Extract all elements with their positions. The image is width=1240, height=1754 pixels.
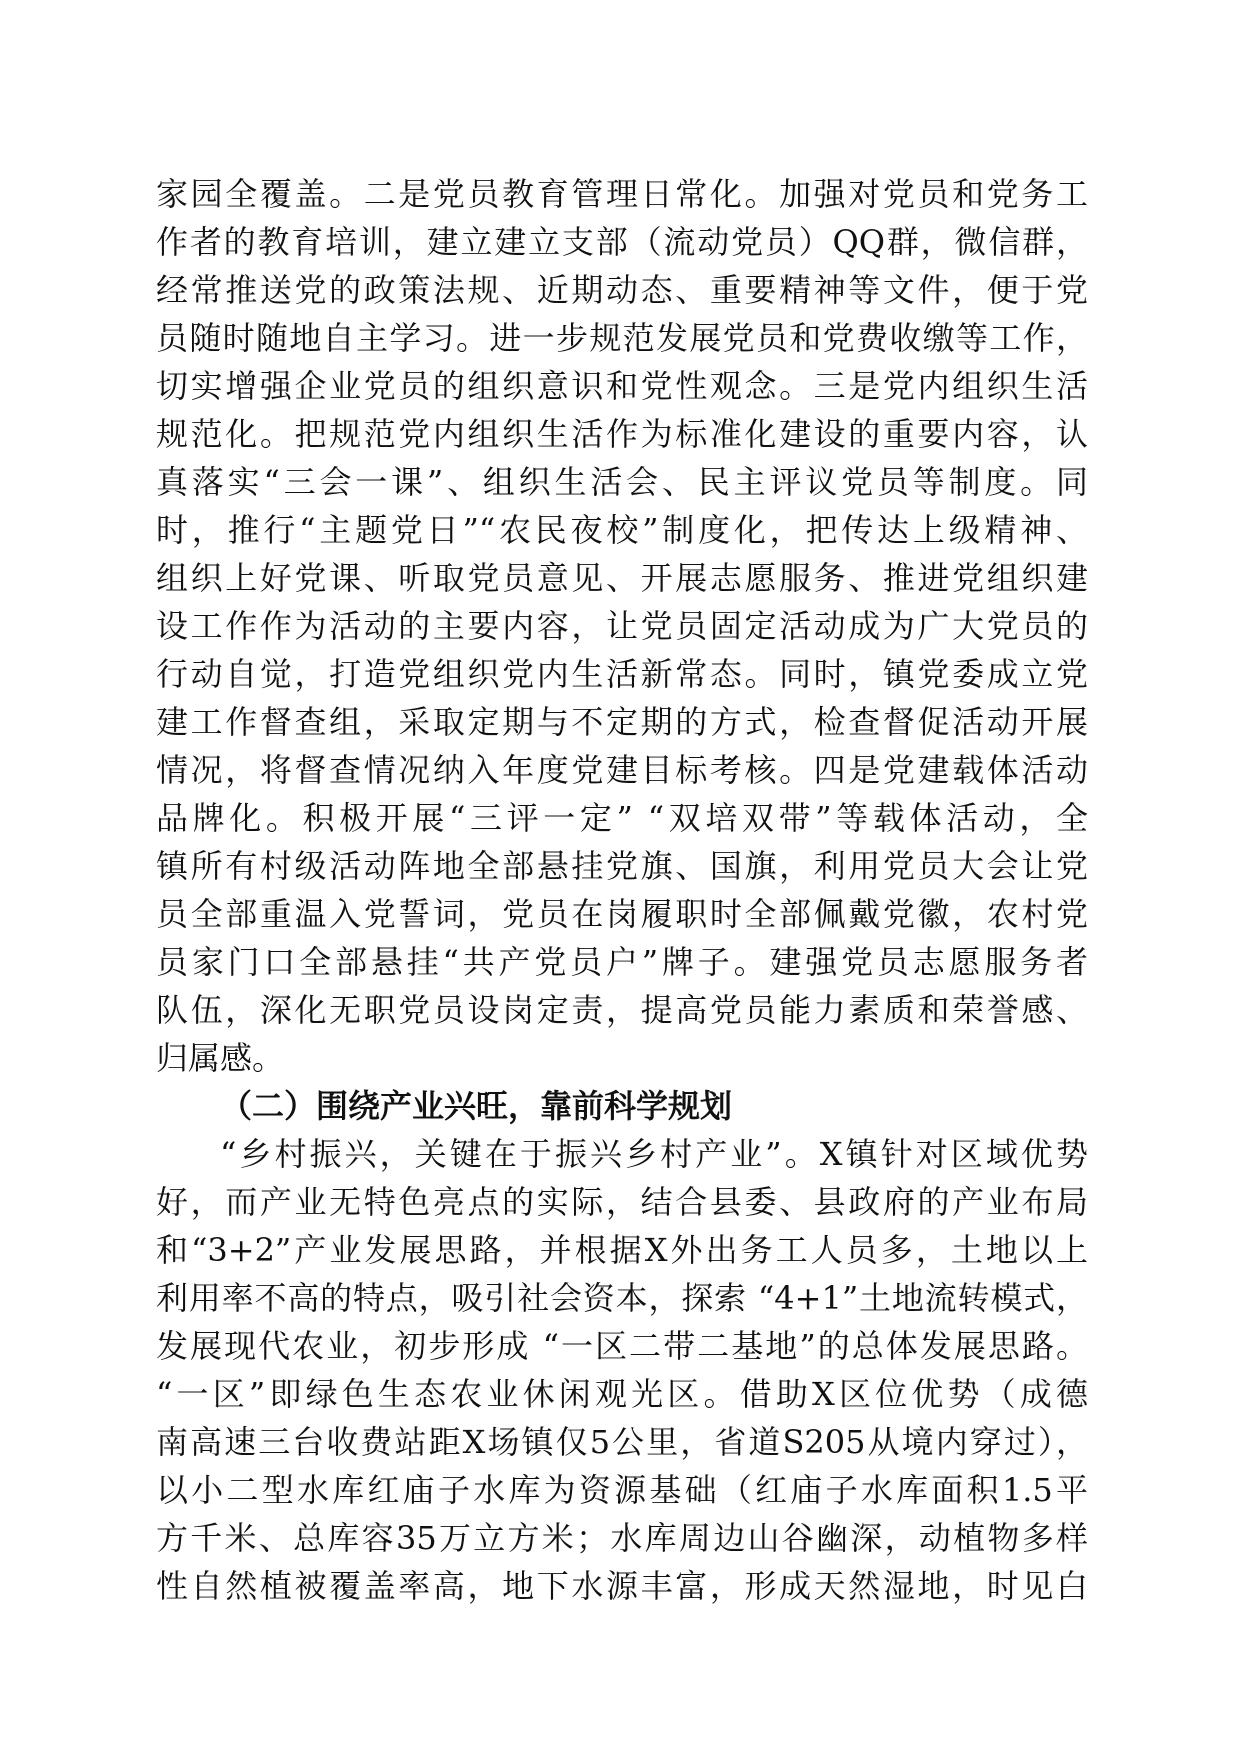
text-line: 规范化。把规范党内组织生活作为标准化建设的重要内容，认 — [156, 415, 1088, 453]
paragraph-first-line: “乡村振兴，关键在于振兴乡村产业”。X镇针对区域优势 — [220, 1135, 1088, 1173]
section-heading: （二）围绕产业兴旺，靠前科学规划 — [220, 1087, 733, 1125]
text-line: 利用率不高的特点，吸引社会资本，探索 “4+1”土地流转模式， — [156, 1279, 1088, 1317]
text-line: 经常推送党的政策法规、近期动态、重要精神等文件，便于党 — [156, 271, 1088, 309]
text-line: 镇所有村级活动阵地全部悬挂党旗、国旗，利用党员大会让党 — [156, 847, 1088, 885]
paragraph-end-line: 归属感。 — [156, 1039, 285, 1077]
text-line: 队伍，深化无职党员设岗定责，提高党员能力素质和荣誉感、 — [156, 991, 1088, 1029]
text-line: 员家门口全部悬挂“共产党员户”牌子。建强党员志愿服务者 — [156, 943, 1088, 981]
document-body — [156, 170, 1088, 1610]
text-line: 好，而产业无特色亮点的实际，结合县委、县政府的产业布局 — [156, 1183, 1088, 1221]
text-line: 品牌化。积极开展“三评一定” “双培双带”等载体活动，全 — [156, 799, 1088, 837]
text-line: 和“3+2”产业发展思路，并根据X外出务工人员多，土地以上 — [156, 1231, 1088, 1269]
text-line: 作者的教育培训，建立建立支部（流动党员）QQ群，微信群， — [156, 223, 1088, 261]
text-line: 时，推行“主题党日”“农民夜校”制度化，把传达上级精神、 — [156, 511, 1088, 549]
text-line: 员随时随地自主学习。进一步规范发展党员和党费收缴等工作， — [156, 319, 1088, 357]
text-line: 家园全覆盖。二是党员教育管理日常化。加强对党员和党务工 — [156, 175, 1088, 213]
text-line: 发展现代农业，初步形成 “一区二带二基地”的总体发展思路。 — [156, 1327, 1088, 1365]
text-line: 以小二型水库红庙子水库为资源基础（红庙子水库面积1.5平 — [156, 1471, 1088, 1509]
text-line: 南高速三台收费站距X场镇仅5公里，省道S205从境内穿过）， — [156, 1423, 1088, 1461]
text-line: 组织上好党课、听取党员意见、开展志愿服务、推进党组织建 — [156, 559, 1088, 597]
text-line: 情况，将督查情况纳入年度党建目标考核。四是党建载体活动 — [156, 751, 1088, 789]
text-line: “一区”即绿色生态农业休闲观光区。借助X区位优势（成德 — [156, 1375, 1088, 1413]
text-line: 真落实“三会一课”、组织生活会、民主评议党员等制度。同 — [156, 463, 1088, 501]
text-line: 设工作作为活动的主要内容，让党员固定活动成为广大党员的 — [156, 607, 1088, 645]
text-line: 切实增强企业党员的组织意识和党性观念。三是党内组织生活 — [156, 367, 1088, 405]
text-line: 行动自觉，打造党组织党内生活新常态。同时，镇党委成立党 — [156, 655, 1088, 693]
text-line: 方千米、总库容35万立方米；水库周边山谷幽深，动植物多样 — [156, 1519, 1088, 1557]
text-line: 性自然植被覆盖率高，地下水源丰富，形成天然湿地，时见白 — [156, 1567, 1088, 1605]
text-line: 建工作督查组，采取定期与不定期的方式，检查督促活动开展 — [156, 703, 1088, 741]
text-line: 员全部重温入党誓词，党员在岗履职时全部佩戴党徽，农村党 — [156, 895, 1088, 933]
